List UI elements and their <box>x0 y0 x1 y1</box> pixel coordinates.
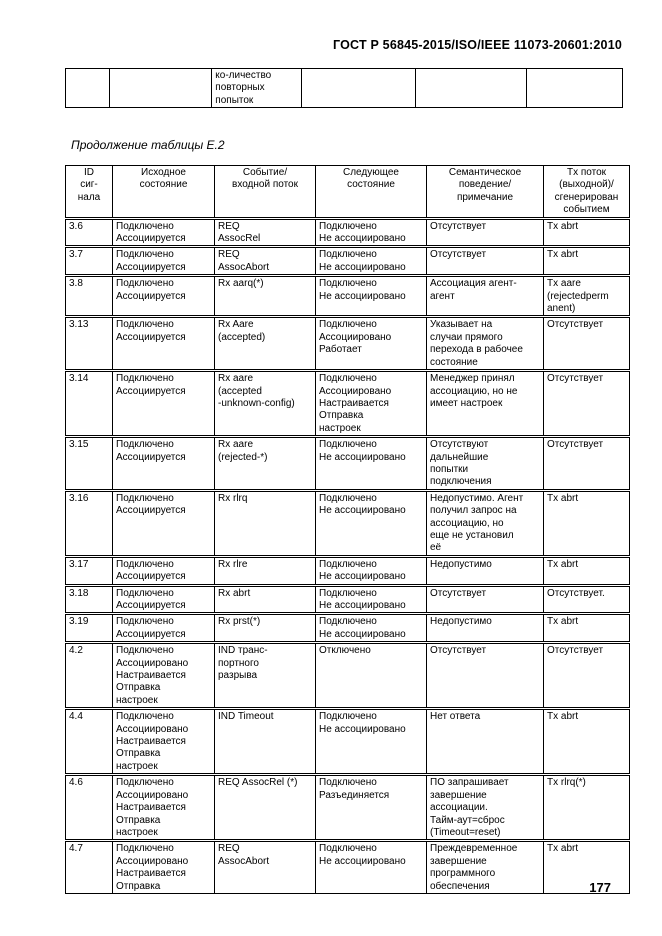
cell-signal-id: 3.6 <box>66 218 113 247</box>
cell-event-input: Rx rlre <box>215 556 316 585</box>
header-initial-state: Исходное состояние <box>113 166 215 219</box>
cell-event-input: Rx Aare (accepted) <box>215 317 316 371</box>
cell-signal-id <box>66 69 110 108</box>
cell-semantic-note: Отсутствует <box>427 218 544 247</box>
cell-event-input: REQ AssocRel <box>215 218 316 247</box>
table-row <box>66 247 630 276</box>
cell-signal-id: 3.19 <box>66 614 113 643</box>
cell-initial-state: Подключено Ассоциируется <box>113 218 215 247</box>
cell-signal-id: 3.17 <box>66 556 113 585</box>
cell-event-input: Rx abrt <box>215 585 316 614</box>
cell-next-state: Подключено Не ассоциировано <box>316 437 427 491</box>
cell-next-state: Подключено Не ассоциировано <box>316 841 427 894</box>
cell-initial-state: Подключено Ассоциируется <box>113 556 215 585</box>
page-number: 177 <box>589 880 611 895</box>
cell-signal-id: 3.7 <box>66 247 113 276</box>
table-row <box>66 709 630 775</box>
cell-tx-output <box>527 69 623 108</box>
cell-initial-state: Подключено Ассоциируется <box>113 585 215 614</box>
cell-semantic-note: Нет ответа <box>427 709 544 775</box>
cell-signal-id: 4.7 <box>66 841 113 894</box>
cell-tx-output: Отсутствует. <box>544 585 630 614</box>
cell-event-input: Rx aare (accepted -unknown-config) <box>215 371 316 437</box>
document-header: ГОСТ Р 56845-2015/ISO/IEEE 11073-20601:2010 <box>332 38 622 52</box>
cell-next-state: Подключено Не ассоциировано <box>316 585 427 614</box>
cell-initial-state: Подключено Ассоциировано Настраивается Отправка настроек <box>113 775 215 841</box>
table-row <box>66 585 630 614</box>
cell-signal-id: 3.8 <box>66 276 113 317</box>
table-caption: Продолжение таблицы Е.2 <box>71 138 225 152</box>
cell-semantic-note: Указывает на случаи прямого перехода в рабочее состояние <box>427 317 544 371</box>
table-row <box>66 437 630 491</box>
cell-next-state: Подключено Ассоциировано Настраивается Отправка настроек <box>316 371 427 437</box>
table-row <box>66 643 630 709</box>
cell-semantic-note: Менеджер принял ассоциацию, но не имеет настроек <box>427 371 544 437</box>
cell-initial-state: Подключено Ассоциируется <box>113 614 215 643</box>
cell-tx-output: Tx abrt <box>544 247 630 276</box>
cell-semantic-note: Ассоциация агент- агент <box>427 276 544 317</box>
cell-semantic-note: Отсутствует <box>427 247 544 276</box>
table-row <box>66 218 630 247</box>
cell-tx-output: Tx abrt <box>544 490 630 556</box>
cell-tx-output: Отсутствует <box>544 371 630 437</box>
cell-semantic-note: Преждевременное завершение программного обеспечения <box>427 841 544 894</box>
cell-next-state: Подключено Разъединяется <box>316 775 427 841</box>
table-row <box>66 371 630 437</box>
table-row <box>66 276 630 317</box>
cell-event-input: Rx prst(*) <box>215 614 316 643</box>
cell-semantic-note <box>416 69 527 108</box>
cell-event-input: ко-личество повторных попыток <box>212 69 302 108</box>
cell-signal-id: 3.15 <box>66 437 113 491</box>
cell-next-state: Подключено Не ассоциировано <box>316 247 427 276</box>
cell-event-input: IND транс- портного разрыва <box>215 643 316 709</box>
cell-event-input: REQ AssocAbort <box>215 841 316 894</box>
cell-semantic-note: Недопустимо <box>427 556 544 585</box>
cell-initial-state: Подключено Ассоциируется <box>113 490 215 556</box>
cell-tx-output: Отсутствует <box>544 317 630 371</box>
cell-semantic-note: Отсутствуют дальнейшие попытки подключения <box>427 437 544 491</box>
table-header-row <box>66 166 630 219</box>
cell-tx-output: Tx abrt <box>544 218 630 247</box>
table-row <box>66 490 630 556</box>
table-row <box>66 614 630 643</box>
continuation-table-fragment <box>65 68 623 108</box>
cell-initial-state: Подключено Ассоциировано Настраивается Отправка настроек <box>113 709 215 775</box>
cell-signal-id: 3.18 <box>66 585 113 614</box>
table-row <box>66 69 623 108</box>
table-row <box>66 317 630 371</box>
cell-semantic-note: Недопустимо. Агент получил запрос на ассоциацию, но еще не установил её <box>427 490 544 556</box>
cell-event-input: IND Timeout <box>215 709 316 775</box>
cell-initial-state <box>110 69 212 108</box>
cell-event-input: REQ AssocRel (*) <box>215 775 316 841</box>
cell-next-state: Отключено <box>316 643 427 709</box>
cell-semantic-note: Отсутствует <box>427 585 544 614</box>
cell-tx-output: Tx abrt <box>544 614 630 643</box>
cell-next-state: Подключено Не ассоциировано <box>316 709 427 775</box>
cell-initial-state: Подключено Ассоциировано Настраивается Отправка настроек <box>113 643 215 709</box>
cell-tx-output: Tx abrt <box>544 556 630 585</box>
header-semantic-note: Семантическое поведение/ примечание <box>427 166 544 219</box>
cell-signal-id: 3.14 <box>66 371 113 437</box>
cell-next-state: Подключено Ассоциировано Работает <box>316 317 427 371</box>
cell-tx-output: Tx rlrq(*) <box>544 775 630 841</box>
cell-initial-state: Подключено Ассоциируется <box>113 437 215 491</box>
cell-semantic-note: Недопустимо <box>427 614 544 643</box>
cell-event-input: Rx rlrq <box>215 490 316 556</box>
cell-tx-output: Tx abrt <box>544 709 630 775</box>
cell-next-state: Подключено Не ассоциировано <box>316 276 427 317</box>
cell-semantic-note: ПО запрашивает завершение ассоциации. Тайм-аут=сброс (Timeout=reset) <box>427 775 544 841</box>
cell-signal-id: 4.2 <box>66 643 113 709</box>
cell-next-state: Подключено Не ассоциировано <box>316 614 427 643</box>
cell-tx-output: Tx abrt <box>544 841 630 894</box>
cell-signal-id: 3.13 <box>66 317 113 371</box>
table-row <box>66 775 630 841</box>
cell-event-input: Rx aare (rejected-*) <box>215 437 316 491</box>
cell-next-state <box>302 69 416 108</box>
cell-tx-output: Отсутствует <box>544 437 630 491</box>
header-next-state: Следующее состояние <box>316 166 427 219</box>
transition-table <box>65 165 630 894</box>
cell-signal-id: 3.16 <box>66 490 113 556</box>
header-tx-output: Tx поток (выходной)/ сгенерирован событием <box>544 166 630 219</box>
cell-initial-state: Подключено Ассоциировано Настраивается Отправка <box>113 841 215 894</box>
header-event-input: Событие/ входной поток <box>215 166 316 219</box>
cell-next-state: Подключено Не ассоциировано <box>316 490 427 556</box>
cell-event-input: REQ AssocAbort <box>215 247 316 276</box>
cell-tx-output: Tx aare (rejectedperm anent) <box>544 276 630 317</box>
cell-signal-id: 4.6 <box>66 775 113 841</box>
cell-event-input: Rx aarq(*) <box>215 276 316 317</box>
header-signal-id: ID сиг- нала <box>66 166 113 219</box>
cell-semantic-note: Отсутствует <box>427 643 544 709</box>
cell-initial-state: Подключено Ассоциируется <box>113 371 215 437</box>
cell-next-state: Подключено Не ассоциировано <box>316 218 427 247</box>
cell-initial-state: Подключено Ассоциируется <box>113 317 215 371</box>
cell-tx-output: Отсутствует <box>544 643 630 709</box>
table-row <box>66 556 630 585</box>
cell-signal-id: 4.4 <box>66 709 113 775</box>
cell-initial-state: Подключено Ассоциируется <box>113 247 215 276</box>
cell-next-state: Подключено Не ассоциировано <box>316 556 427 585</box>
cell-initial-state: Подключено Ассоциируется <box>113 276 215 317</box>
